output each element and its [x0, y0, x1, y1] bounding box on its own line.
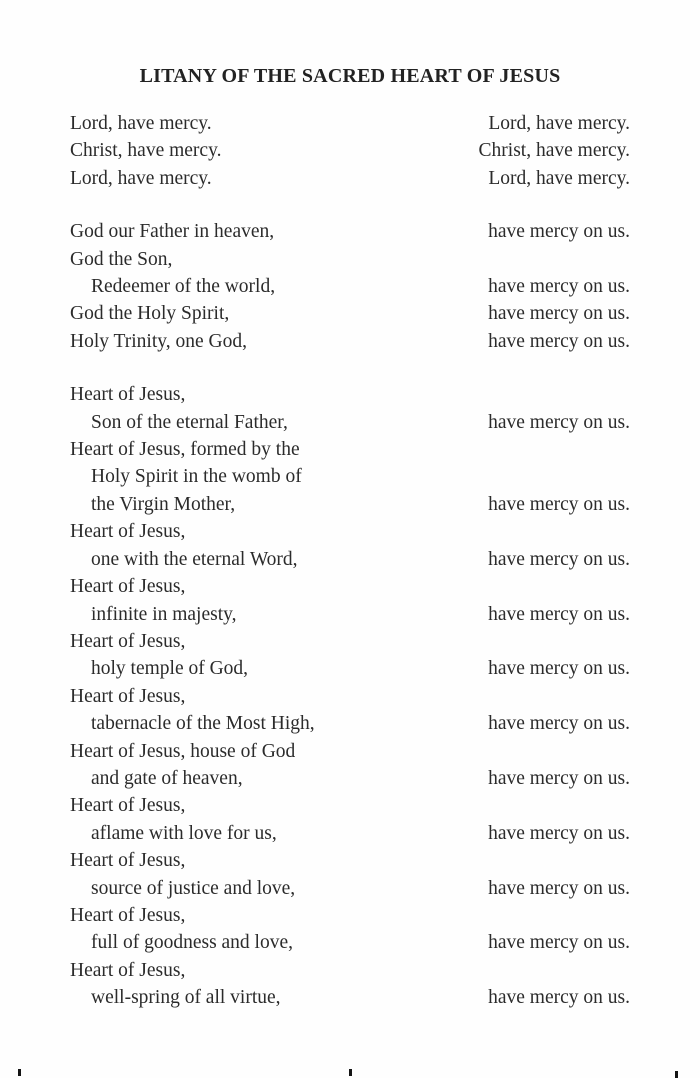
crop-mark-bottom-left	[18, 1069, 21, 1076]
response-text: have mercy on us.	[488, 411, 630, 433]
litany-line	[70, 273, 630, 300]
litany-line	[70, 847, 630, 874]
invocation-text: Heart of Jesus,	[70, 576, 186, 598]
response-text: have mercy on us.	[488, 276, 630, 298]
litany-line	[70, 110, 630, 137]
response-text: have mercy on us.	[488, 330, 630, 352]
invocation-text: Redeemer of the world,	[91, 276, 276, 298]
litany-line	[70, 436, 630, 463]
litany-line	[70, 328, 630, 355]
invocation-text: well-spring of all virtue,	[91, 987, 281, 1009]
invocation-text: God the Holy Spirit,	[70, 303, 230, 325]
invocation-text: Heart of Jesus,	[70, 795, 186, 817]
response-text: have mercy on us.	[488, 877, 630, 899]
invocation-text: the Virgin Mother,	[91, 493, 236, 515]
invocation-text: aflame with love for us,	[91, 822, 277, 844]
response-text: have mercy on us.	[488, 221, 630, 243]
litany-line	[70, 655, 630, 682]
litany-line	[70, 491, 630, 518]
invocation-text: Heart of Jesus,	[70, 630, 186, 652]
invocation-text: full of goodness and love,	[91, 932, 294, 954]
invocation-text: Heart of Jesus,	[70, 384, 186, 406]
litany-line	[70, 573, 630, 600]
litany-line	[70, 137, 630, 164]
invocation-text: Son of the eternal Father,	[91, 411, 288, 433]
response-text: have mercy on us.	[488, 713, 630, 735]
invocation-text: God our Father in heaven,	[70, 221, 275, 243]
invocation-text: one with the eternal Word,	[91, 548, 298, 570]
page-title: LITANY OF THE SACRED HEART OF JESUS	[139, 65, 561, 87]
litany-line	[70, 518, 630, 545]
invocation-text: Heart of Jesus,	[70, 685, 186, 707]
response-text: Lord, have mercy.	[488, 167, 630, 189]
invocation-text: Heart of Jesus, house of God	[70, 740, 296, 762]
invocation-text: Lord, have mercy.	[70, 167, 212, 189]
invocation-text: holy temple of God,	[91, 658, 249, 680]
response-text: have mercy on us.	[488, 548, 630, 570]
invocation-text: and gate of heaven,	[91, 767, 243, 789]
litany-line	[70, 984, 630, 1011]
response-text: have mercy on us.	[488, 603, 630, 625]
response-text: have mercy on us.	[488, 658, 630, 680]
invocation-text: Holy Trinity, one God,	[70, 330, 247, 352]
litany-line	[70, 683, 630, 710]
page-content	[70, 64, 630, 1012]
invocation-text: Holy Spirit in the womb of	[91, 466, 302, 488]
invocation-text: source of justice and love,	[91, 877, 296, 899]
litany-line	[70, 929, 630, 956]
invocation-text: Heart of Jesus,	[70, 959, 186, 981]
invocation-text: Heart of Jesus,	[70, 521, 186, 543]
litany-line	[70, 165, 630, 192]
litany-line	[70, 957, 630, 984]
invocation-text: God the Son,	[70, 248, 173, 270]
litany-lines	[70, 110, 630, 1012]
response-text: have mercy on us.	[488, 822, 630, 844]
invocation-text: Christ, have mercy.	[70, 140, 222, 162]
litany-line	[70, 409, 630, 436]
invocation-text: Heart of Jesus,	[70, 850, 186, 872]
litany-line	[70, 463, 630, 490]
litany-line	[70, 218, 630, 245]
litany-line	[70, 710, 630, 737]
response-text: have mercy on us.	[488, 303, 630, 325]
litany-line	[70, 381, 630, 408]
litany-line	[70, 246, 630, 273]
litany-line	[70, 902, 630, 929]
response-text: have mercy on us.	[488, 767, 630, 789]
litany-line	[70, 820, 630, 847]
response-text: Christ, have mercy.	[478, 140, 630, 162]
litany-line	[70, 792, 630, 819]
response-text: Lord, have mercy.	[488, 113, 630, 134]
litany-line	[70, 546, 630, 573]
invocation-text: infinite in majesty,	[91, 603, 237, 625]
litany-line	[70, 628, 630, 655]
litany-line	[70, 875, 630, 902]
response-text: have mercy on us.	[488, 932, 630, 954]
invocation-text: tabernacle of the Most High,	[91, 713, 315, 735]
response-text: have mercy on us.	[488, 493, 630, 515]
crop-mark-bottom-right	[675, 1071, 678, 1078]
invocation-text: Heart of Jesus, formed by the	[70, 439, 300, 461]
invocation-text: Lord, have mercy.	[70, 113, 212, 134]
invocation-text: Heart of Jesus,	[70, 904, 186, 926]
crop-mark-bottom-center	[349, 1069, 352, 1076]
litany-line	[70, 300, 630, 327]
response-text: have mercy on us.	[488, 987, 630, 1009]
litany-line	[70, 738, 630, 765]
litany-line	[70, 765, 630, 792]
litany-line	[70, 601, 630, 628]
